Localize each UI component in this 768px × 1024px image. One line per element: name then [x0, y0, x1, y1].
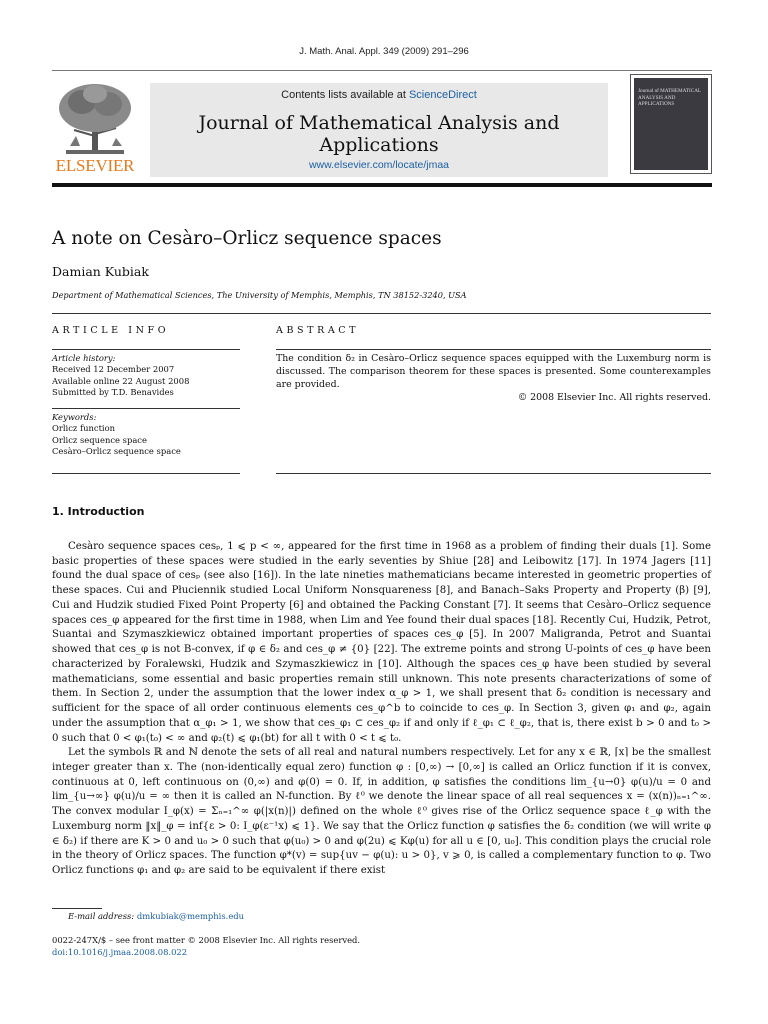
article-title: A note on Cesàro–Orlicz sequence spaces [52, 228, 442, 249]
contents-prefix: Contents lists available at [281, 89, 406, 101]
history-online: Available online 22 August 2008 [52, 375, 190, 386]
article-history [52, 353, 240, 399]
section-body [52, 540, 711, 879]
author-affiliation: Department of Mathematical Sciences, The University of Memphis, Memphis, TN 38152-3240, USA [52, 290, 467, 300]
journal-url-link[interactable]: www.elsevier.com/locate/jmaa [308, 159, 450, 171]
masthead-bottom-rule [52, 183, 712, 187]
doi-link[interactable]: doi:10.1016/j.jmaa.2008.08.022 [52, 947, 188, 957]
abstract-copyright: © 2008 Elsevier Inc. All rights reserved. [517, 392, 711, 403]
body-paragraph: Cesàro sequence spaces cesₚ, 1 ⩽ p < ∞, appeared for the first time in 1968 as a problem of finding their duals [1]. Some basic properties of these spaces were studied in the early seventies by Shiue [28] and Leibowitz [17]. In 1974 Jagers [11] found the dual space of cesₚ (see also [16]). In the late nineties mathematicians became interested in geometric properties of these spaces. Cui and Płuciennik studied Local Uniform Nonsquareness [8], and Banach–Saks Property and Property (β) [9], Cui and Hudzik studied Fixed Point Property [6] and obtained the Packing Constant [7]. It seems that Cesàro–Orlicz sequence spaces ces_φ appeared for the first time in 1988, when Lim and Yee found their dual spaces [18]. Recently Cui, Hudzik, Petrot, Suantai and Szymaszkiewicz obtained important properties of spaces ces_φ [5]. In 2007 Maligranda, Petrot and Suantai showed that ces_φ is not B-convex, if φ ∈ δ₂ and ces_φ ≠ {0} [22]. The extreme points and strong U-points of ces_φ have been characterized by Foralewski, Hudzik and Szymaszkiewicz in [10]. Although the spaces ces_φ have been studied by several mathematicians, some essential and basic properties remain still unknown. This note presents characterizations of some of them. In Section 2, under the assumption that the lower index α_φ > 1, we shall present that δ₂ condition is necessary and sufficient for the space of all order continuous elements ces_φ^b to coincide to ces_φ. In Section 3, given φ₁ and φ₂, again under the assumption that α_φ₁ > 1, we show that ces_φ₁ ⊂ ces_φ₂ if and only if ℓ_φ₁ ⊂ ℓ_φ₂, that is, there exist b > 0 and t₀ > 0 such that 0 < φ₁(t₀) < ∞ and φ₂(t) ⩽ φ₁(bt) for all t with 0 < t ⩽ t₀. [52, 541, 711, 744]
publisher-logo-text: ELSEVIER [55, 156, 135, 175]
journal-cover-thumbnail [630, 74, 712, 174]
history-label: Article history: [52, 353, 116, 363]
journal-title: Journal of Mathematical Analysis and Applications [198, 112, 560, 156]
keyword-item: Orlicz sequence space [52, 434, 147, 445]
footnote-rule [52, 908, 102, 909]
abstract-rule [276, 349, 711, 350]
abstract-text: The condition δ₂ in Cesàro–Orlicz sequence spaces equipped with the Luxemburg norm is discussed. The comparison theorem for these spaces is presented. Some counterexamples are provided. [276, 353, 711, 391]
journal-reference: J. Math. Anal. Appl. 349 (2009) 291–296 [299, 46, 469, 57]
info-rule [52, 349, 240, 350]
info-bottom-rule [52, 473, 240, 474]
body-paragraph: Let the symbols ℝ and ℕ denote the sets of all real and natural numbers respectively. Let for any x ∈ ℝ, ⌈x⌉ be the smallest integer greater than x. The (non-identically equal zero) function φ : [0,∞) → [0,∞] is called an Orlicz function if it is convex, continuous at 0, left continuous on (0,∞) and φ(0) = 0. If, in addition, φ satisfies the conditions lim_{u→0} φ(u)/u = 0 and lim_{u→∞} φ(u)/u = ∞ then it is called an N-function. By ℓ⁰ we denote the linear space of all real sequences x = (x(n))ₙ₌₁^∞. The convex modular I_φ(x) = Σₙ₌₁^∞ φ(|x(n)|) defined on the whole ℓ⁰ gives rise of the Orlicz sequence space ℓ_φ with the Luxemburg norm ‖x‖_φ = inf{ε > 0: I_φ(ε⁻¹x) ⩽ 1}. We say that the Orlicz function φ satisfies the δ₂ condition (we will write φ ∈ δ₂) if there are K > 0 and u₀ > 0 such that φ(u₀) > 0 and φ(2u) ⩽ Kφ(u) for all u ∈ [0, u₀]. This condition plays the crucial role in the theory of Orlicz spaces. The function φ*(v) = sup{uv − φ(u): u > 0}, v ⩾ 0, is called a complementary function to φ. Two Orlicz functions φ₁ and φ₂ are said to be equivalent if there exist [52, 747, 711, 877]
issn-line: 0022-247X/$ – see front matter © 2008 Elsevier Inc. All rights reserved. [52, 935, 361, 945]
email-link[interactable]: dmkubiak@memphis.edu [136, 911, 245, 921]
journal-masthead [52, 70, 712, 186]
contents-line [150, 89, 608, 101]
history-submitted: Submitted by T.D. Benavides [52, 387, 174, 398]
journal-banner [150, 83, 608, 177]
keywords-block [52, 412, 240, 458]
sciencedirect-link[interactable]: ScienceDirect [408, 89, 477, 101]
author-name: Damian Kubiak [52, 264, 149, 279]
history-received: Received 12 December 2007 [52, 364, 175, 375]
footnote-email [68, 911, 244, 921]
keywords-label: Keywords: [52, 412, 97, 422]
cover-title: Journal of MATHEMATICAL ANALYSIS AND APPLICATIONS [638, 88, 701, 108]
cover-image [634, 78, 708, 170]
info-top-rule [52, 313, 711, 314]
abstract-heading: ABSTRACT [276, 325, 360, 336]
keywords-rule [52, 408, 240, 409]
email-label: E-mail address: [68, 911, 135, 921]
abstract-bottom-rule [276, 473, 711, 474]
section-heading: 1. Introduction [52, 505, 145, 518]
article-info-heading: ARTICLE INFO [52, 325, 170, 336]
keyword-item: Cesàro–Orlicz sequence space [52, 446, 181, 457]
keyword-item: Orlicz function [52, 423, 116, 434]
